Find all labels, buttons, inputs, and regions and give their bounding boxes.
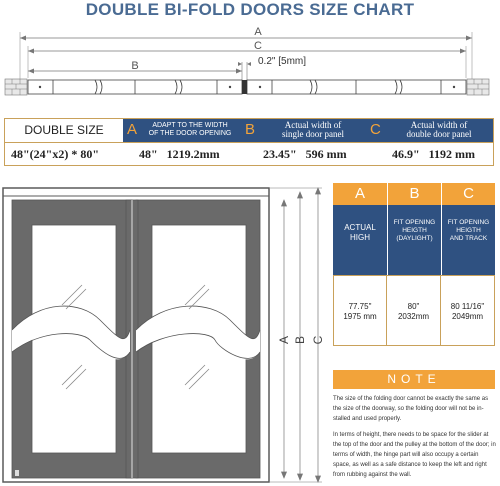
size-header-label: DOUBLE SIZE bbox=[24, 123, 104, 137]
col-b-desc: Actual width of single door panel bbox=[282, 120, 344, 139]
height-col-c-value: 80 11/16" 2049mm bbox=[441, 275, 495, 346]
dim-label-b: B bbox=[131, 60, 139, 72]
height-col-a-desc: ACTUAL HIGH bbox=[333, 205, 387, 275]
height-dimension-lines bbox=[270, 188, 322, 482]
gap-label: 0.2" [5mm] bbox=[258, 56, 307, 67]
col-c-letter: C bbox=[370, 121, 381, 138]
height-label-a: A bbox=[277, 335, 291, 345]
col-b-letter: B bbox=[245, 121, 256, 138]
height-label-b: B bbox=[293, 335, 307, 345]
height-col-c-desc: FIT OPENING HEIGTH AND TRACK bbox=[441, 205, 495, 275]
size-header-cell bbox=[5, 119, 123, 142]
arrowhead-a-right bbox=[466, 36, 472, 41]
col-a-letter: A bbox=[127, 121, 138, 138]
page-title: DOUBLE BI-FOLD DOORS SIZE CHART bbox=[85, 0, 415, 19]
height-col-b-desc: FIT OPENING HEIGTH (DAYLIGHT) bbox=[387, 205, 441, 275]
door-elevation-diagram bbox=[0, 180, 332, 486]
col-b-value: 23.45" 596 mm bbox=[263, 147, 347, 161]
col-a-desc: ADAPT TO THE WIDTH OF THE DOOR OPENING bbox=[148, 122, 232, 137]
height-label-c: C bbox=[311, 335, 325, 345]
note-header: NOTE bbox=[333, 370, 495, 389]
height-col-a-letter: A bbox=[333, 183, 387, 205]
col-b-header bbox=[241, 119, 366, 142]
left-wall-icon bbox=[5, 79, 27, 95]
col-c-header bbox=[366, 119, 493, 142]
col-a-header bbox=[123, 119, 241, 142]
note-paragraph-1: The size of the folding door cannot be exactly the same as the size of the doorway, so the folding door will not be in-stalled and used properly. bbox=[333, 396, 489, 422]
height-table bbox=[333, 183, 495, 346]
handle-icon bbox=[15, 470, 19, 476]
height-col-b-value: 80" 2032mm bbox=[387, 275, 441, 346]
center-handle-icon bbox=[242, 80, 247, 94]
dim-label-a: A bbox=[254, 26, 262, 38]
arrowhead-a-left bbox=[20, 36, 26, 41]
height-col-a-value: 77.75" 1975 mm bbox=[333, 275, 387, 346]
dim-label-c: C bbox=[254, 40, 262, 52]
size-value: 48"(24"x2) * 80" bbox=[11, 147, 99, 161]
col-a-value: 48" 1219.2mm bbox=[139, 147, 220, 161]
right-wall-icon bbox=[467, 79, 489, 95]
plan-view-diagram bbox=[0, 18, 500, 118]
note-paragraph-2: In terms of height, there needs to be space for the slider at the top of the door and the pulley at the bottom of the door; in terms of width, the hinge part will also occupy a certain space, as well as a safe distance to keep the left and right from rubbing against the wall. bbox=[333, 432, 496, 478]
width-size-table bbox=[4, 118, 494, 166]
height-col-b-letter: B bbox=[387, 183, 441, 205]
col-c-value: 46.9" 1192 mm bbox=[392, 147, 475, 161]
col-c-desc: Actual width of double door panel bbox=[406, 120, 472, 139]
height-col-c-letter: C bbox=[441, 183, 495, 205]
